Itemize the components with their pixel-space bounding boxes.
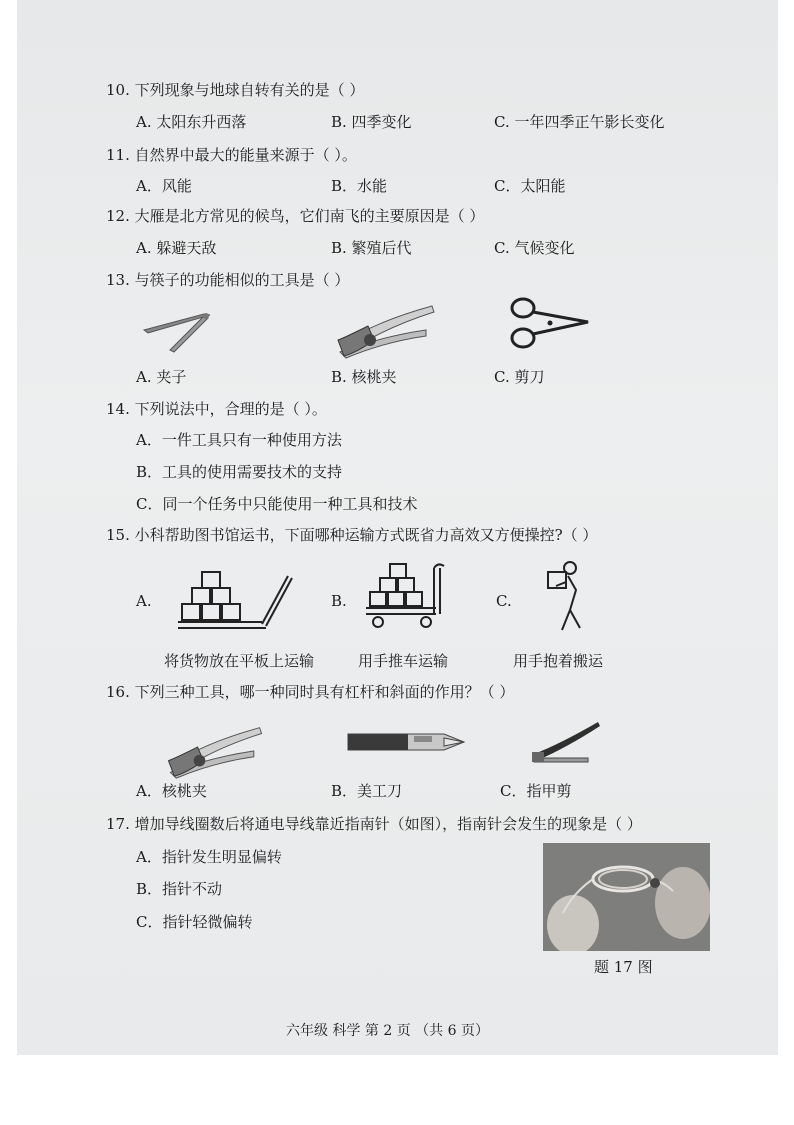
q12-option-a: A. 躲避天敌 — [136, 239, 217, 257]
scissors-icon — [506, 294, 590, 352]
q11-option-c: C．太阳能 — [494, 177, 566, 195]
person-carrying-box-icon — [540, 560, 590, 634]
q14-option-b: B．工具的使用需要技术的支持 — [136, 463, 343, 481]
q15-caption-c: 用手抱着搬运 — [513, 652, 604, 670]
clip-tool-icon — [140, 306, 220, 356]
nutcracker-icon — [334, 296, 440, 362]
q17-figure-caption: 题 17 图 — [594, 958, 653, 976]
q16-option-a: A．核桃夹 — [136, 782, 207, 800]
q12-option-c: C. 气候变化 — [494, 239, 575, 257]
q14-option-c: C．同一个任务中只能使用一种工具和技术 — [136, 495, 418, 513]
q15-caption-b: 用手推车运输 — [358, 652, 449, 670]
q14-stem: 14. 下列说法中，合理的是（ ）。 — [106, 400, 327, 418]
q17-option-a: A．指针发生明显偏转 — [136, 848, 282, 866]
hand-truck-icon — [364, 562, 450, 630]
coil-compass-photo — [543, 843, 710, 951]
q10-option-a: A. 太阳东升西落 — [136, 113, 247, 131]
q17-option-c: C．指针轻微偏转 — [136, 913, 253, 931]
q10-option-c: C. 一年四季正午影长变化 — [494, 113, 665, 131]
utility-knife-icon — [344, 728, 468, 758]
nutcracker-icon — [164, 718, 268, 782]
flatboard-cart-icon — [176, 568, 294, 634]
q16-stem: 16. 下列三种工具，哪一种同时具有杠杆和斜面的作用？（ ） — [106, 683, 515, 701]
q10-option-b: B. 四季变化 — [331, 113, 412, 131]
q15-option-c-letter: C. — [496, 592, 512, 610]
q13-option-c: C. 剪刀 — [494, 368, 545, 386]
q13-option-b: B. 核桃夹 — [331, 368, 397, 386]
q11-option-a: A．风能 — [136, 177, 192, 195]
q17-stem: 17. 增加导线圈数后将通电导线靠近指南针（如图），指南针会发生的现象是（ ） — [106, 815, 642, 833]
q11-stem: 11. 自然界中最大的能量来源于（ ）。 — [106, 146, 357, 164]
q16-option-c: C．指甲剪 — [500, 782, 572, 800]
nail-clipper-icon — [530, 718, 602, 764]
q11-option-b: B．水能 — [331, 177, 388, 195]
q16-option-b: B．美工刀 — [331, 782, 403, 800]
q17-option-b: B．指针不动 — [136, 880, 223, 898]
q15-option-a-letter: A. — [136, 592, 152, 610]
q12-option-b: B. 繁殖后代 — [331, 239, 412, 257]
q13-stem: 13. 与筷子的功能相似的工具是（ ） — [106, 271, 350, 289]
q13-option-a: A. 夹子 — [136, 368, 187, 386]
q10-stem: 10. 下列现象与地球自转有关的是（ ） — [106, 81, 365, 99]
q15-option-b-letter: B. — [331, 592, 347, 610]
q15-caption-a: 将货物放在平板上运输 — [164, 652, 315, 670]
page-footer: 六年级 科学 第 2 页 （共 6 页） — [286, 1023, 489, 1039]
q14-option-a: A．一件工具只有一种使用方法 — [136, 431, 342, 449]
q12-stem: 12. 大雁是北方常见的候鸟，它们南飞的主要原因是（ ） — [106, 207, 485, 225]
q15-stem: 15. 小科帮助图书馆运书，下面哪种运输方式既省力高效又方便操控?（ ） — [106, 526, 598, 544]
